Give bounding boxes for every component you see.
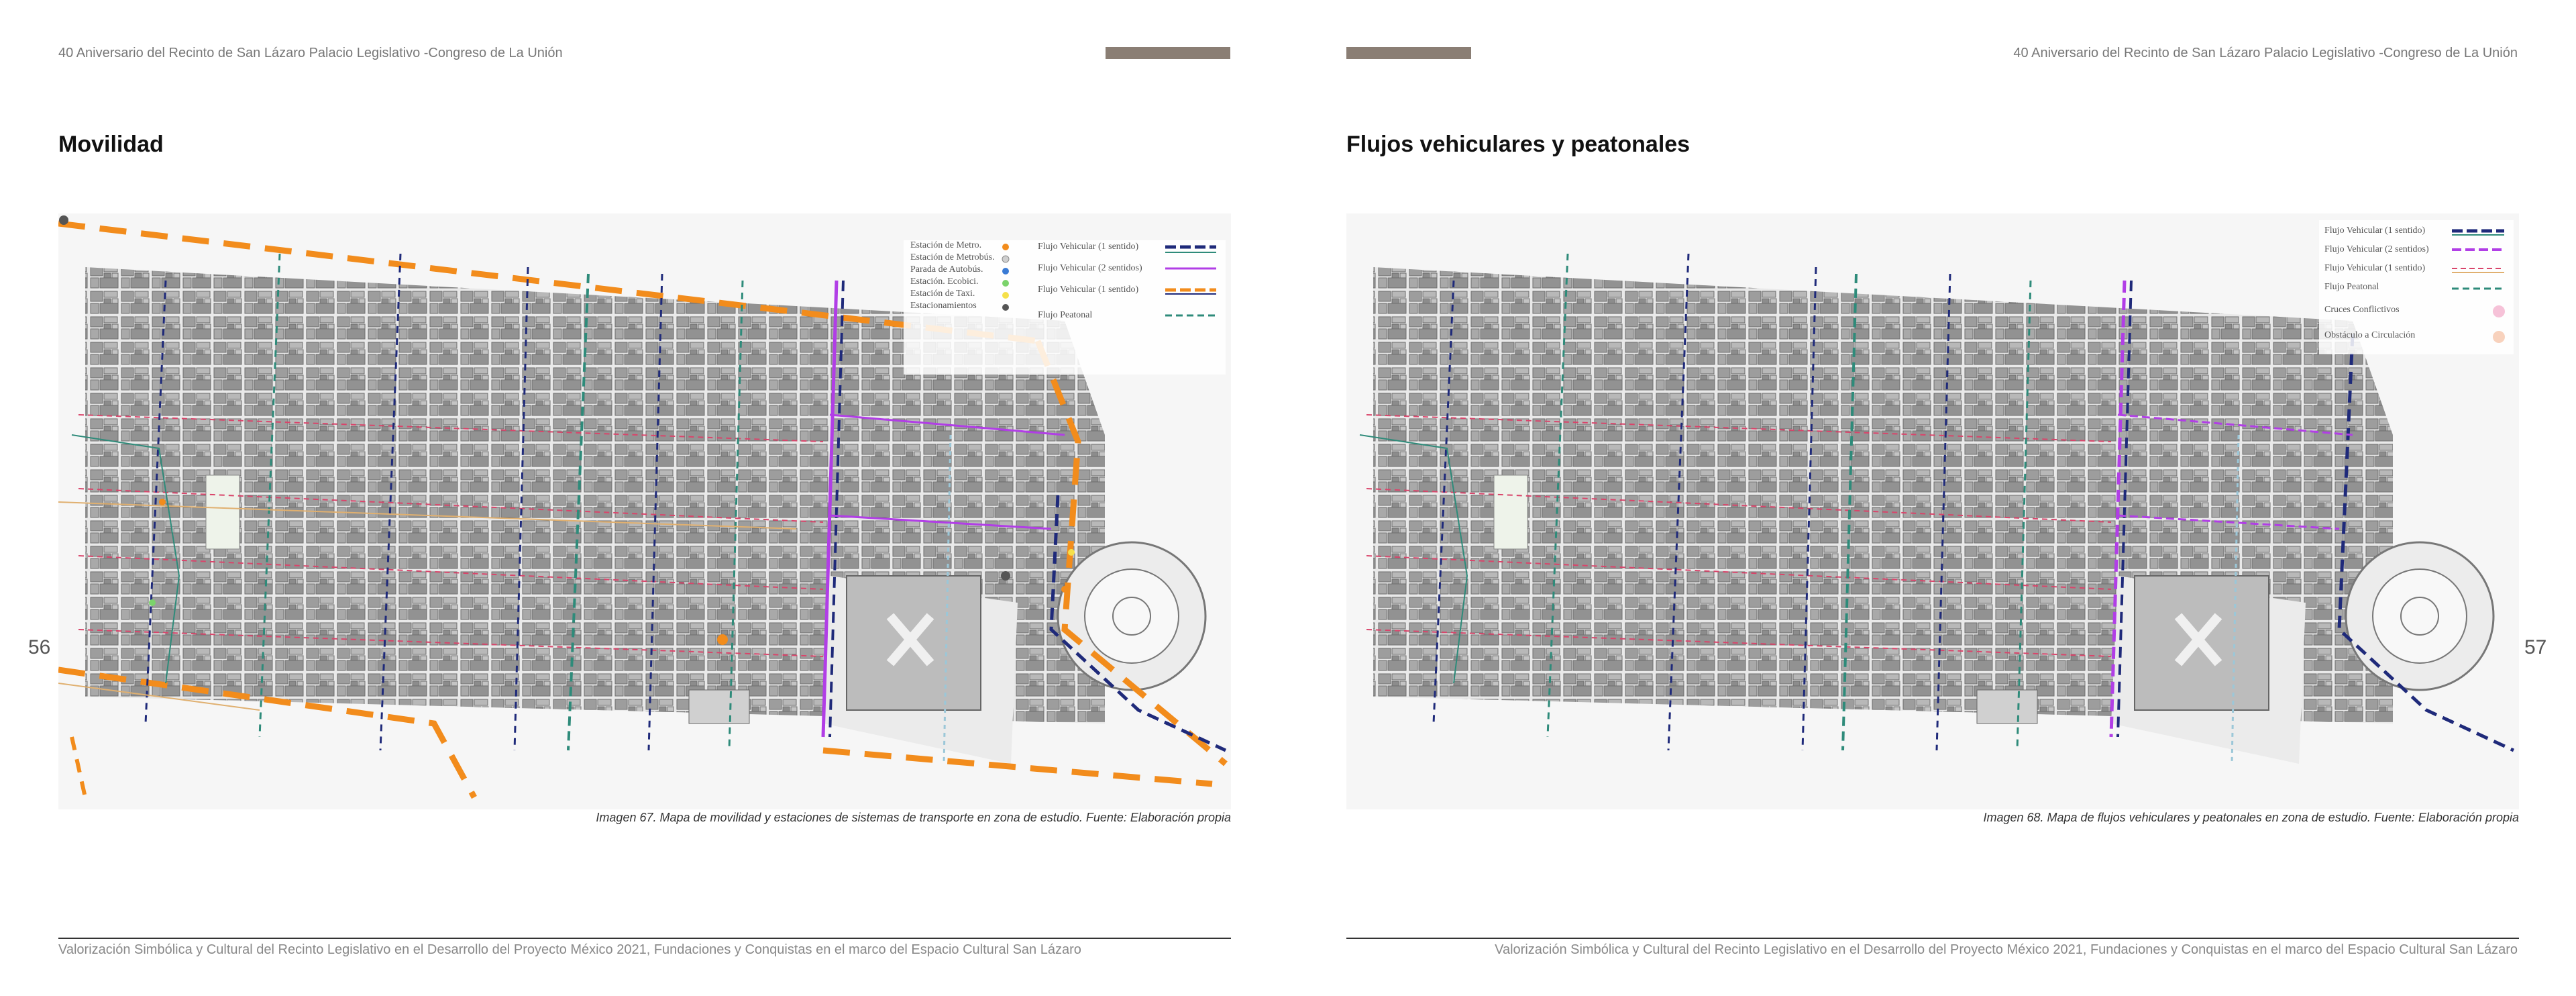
figure-caption: Imagen 68. Mapa de flujos vehiculares y peatonales en zona de estudio. Fuente: Elaboración propia bbox=[1983, 811, 2519, 824]
header-accent-bar bbox=[1346, 47, 1471, 59]
legend-item-parking: Estacionamientos bbox=[910, 301, 977, 311]
legend-item-ecobici: Estación. Ecobici. bbox=[910, 277, 979, 287]
peach-circle-icon bbox=[2493, 331, 2505, 343]
legend-item-flow-two-way: Flujo Vehicular (2 sentidos) bbox=[2324, 244, 2429, 254]
legend-item-bus-stop: Parada de Autobús. bbox=[910, 264, 983, 275]
mobility-map bbox=[58, 213, 1231, 809]
legend-item-conflict-crossings: Cruces Conflictivos bbox=[2324, 305, 2400, 315]
map-legend bbox=[904, 240, 1226, 375]
map-legend bbox=[2319, 220, 2514, 354]
header-accent-bar bbox=[1106, 47, 1230, 59]
legend-item-metro: Estación de Metro. bbox=[910, 240, 982, 250]
pink-circle-icon bbox=[2493, 305, 2505, 317]
section-title: Movilidad bbox=[58, 132, 164, 157]
running-header: 40 Aniversario del Recinto de San Lázaro Palacio Legislativo -Congreso de La Unión bbox=[58, 46, 563, 60]
running-header: 40 Aniversario del Recinto de San Lázaro Palacio Legislativo -Congreso de La Unión bbox=[2013, 46, 2518, 60]
legend-item-flow-one-way: Flujo Vehicular (1 sentido) bbox=[2324, 226, 2426, 236]
legend-dots bbox=[1001, 243, 1010, 314]
footer-rule bbox=[58, 938, 1231, 939]
legend-item-flow-one-way-pink: Flujo Vehicular (1 sentido) bbox=[2324, 263, 2426, 273]
legend-symbols bbox=[2451, 223, 2507, 350]
legend-item-taxi: Estación de Taxi. bbox=[910, 289, 975, 299]
legend-item-metrobus: Estación de Metrobús. bbox=[910, 252, 995, 262]
legend-item-pedestrian: Flujo Peatonal bbox=[1038, 310, 1093, 320]
figure-caption: Imagen 67. Mapa de movilidad y estaciones de sistemas de transporte en zona de estudio. Fuente: Elaboración propia bbox=[596, 811, 1231, 824]
traffic-flow-map bbox=[1346, 213, 2519, 809]
page-number: 57 bbox=[2524, 636, 2547, 658]
legend-item-flow-one-way-orange: Flujo Vehicular (1 sentido) bbox=[1038, 285, 1139, 295]
page-number: 56 bbox=[28, 636, 51, 658]
section-title: Flujos vehiculares y peatonales bbox=[1346, 132, 1690, 157]
legend-item-flow-one-way: Flujo Vehicular (1 sentido) bbox=[1038, 242, 1139, 252]
running-footer: Valorización Simbólica y Cultural del Recinto Legislativo en el Desarrollo del Proyecto México 2021, Fundaciones y Conquistas en el marco del Espacio Cultural San Lázaro bbox=[58, 942, 1081, 957]
legend-item-flow-two-way: Flujo Vehicular (2 sentidos) bbox=[1038, 263, 1142, 273]
right-page bbox=[1288, 0, 2576, 996]
legend-item-obstacles: Obstáculo a Circulación bbox=[2324, 330, 2416, 340]
legend-item-pedestrian: Flujo Peatonal bbox=[2324, 282, 2379, 292]
legend-lines bbox=[1165, 240, 1219, 321]
running-footer: Valorización Simbólica y Cultural del Recinto Legislativo en el Desarrollo del Proyecto México 2021, Fundaciones y Conquistas en el marco del Espacio Cultural San Lázaro bbox=[1495, 942, 2518, 957]
footer-rule bbox=[1346, 938, 2519, 939]
